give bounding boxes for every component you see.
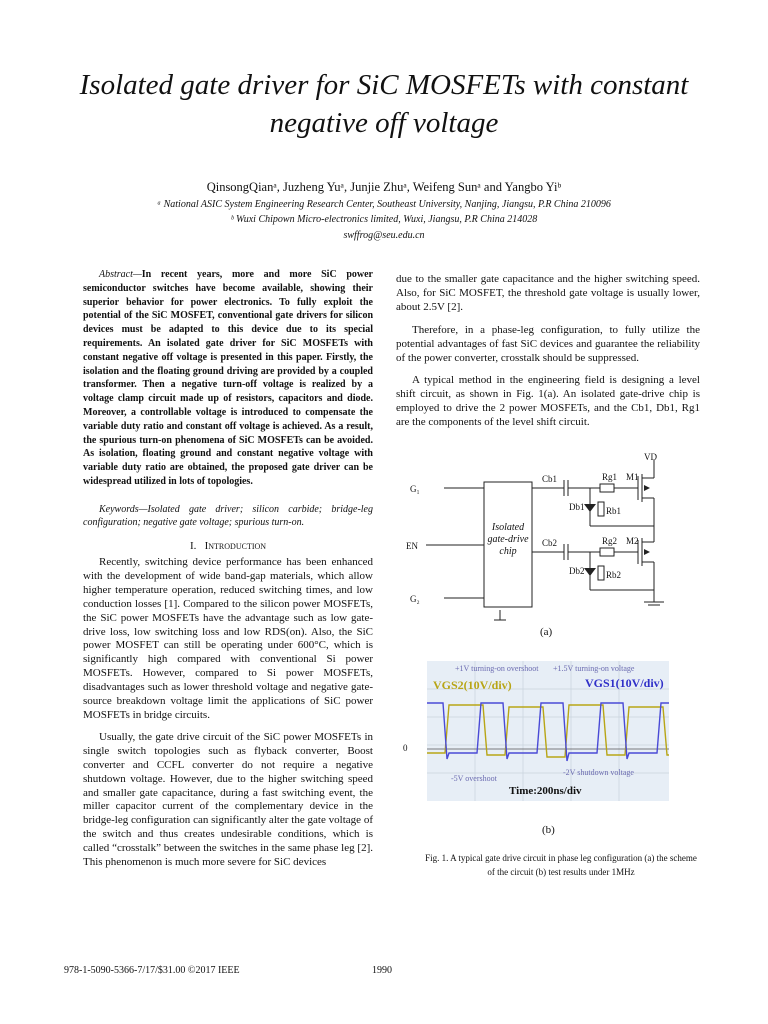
vgs1-trace xyxy=(427,703,669,761)
keywords xyxy=(83,503,373,529)
annot-turnon-1p5v: +1.5V turning-on voltage xyxy=(553,664,635,673)
body-paragraph: Usually, the gate drive circuit of the SiC power MOSFETs in single switch topologies such as flyback converter, Boost converter and CCFL converter do not require a negative shutdown voltage. However, due to the higher switching speed and smaller gate capacitance, during a fast switching event, the miller capacitor current of the complementary device in the bridge-leg configuration can significantly alter the gate voltage of the switch and thus creates undesirable conditions, which is called “crosstalk” between the switches in the same phase leg [2]. This phenomenon is much more severe for SiC devices xyxy=(83,730,373,869)
label-db2: Db2 xyxy=(569,566,585,576)
author-list: QinsongQianᵃ, Juzheng Yuᵃ, Junjie Zhuᵃ, Weifeng Sunᵃ and Yangbo Yiᵇ xyxy=(206,180,562,194)
circuit-schematic xyxy=(404,450,704,640)
label-en: EN xyxy=(406,541,418,551)
label-vgs2: VGS2(10V/div) xyxy=(433,678,512,692)
label-rb2: Rb2 xyxy=(606,570,622,580)
right-body xyxy=(396,273,700,430)
label-g1: G₁ xyxy=(410,484,420,494)
figure-caption xyxy=(396,851,726,879)
section-number: I. xyxy=(189,540,197,552)
label-m1: M1 xyxy=(626,472,639,482)
contact-email[interactable]: swffrog@seu.edu.cn xyxy=(343,230,425,241)
figure-caption-line-1: Fig. 1. A typical gate drive circuit in phase leg configuration (a) the scheme xyxy=(425,853,697,863)
label-rb1: Rb1 xyxy=(606,506,622,516)
label-rg2: Rg2 xyxy=(602,536,618,546)
abstract xyxy=(83,268,373,489)
affiliation-b: ᵇ Wuxi Chipown Micro-electronics limited, Wuxi, Jiangsu, P.R China 214028 xyxy=(230,214,538,225)
paper-title: Isolated gate driver for SiC MOSFETs with constant negative off voltage xyxy=(79,69,689,139)
body-paragraph: A typical method in the engineering field is designing a level shift circuit, as shown in Fig. 1(a). An isolated gate-drive chip is employed to drive the 2 power MOSFETs, and the Cb1, Db1, Rg1 are the components of the level shift circuit. xyxy=(396,374,700,429)
body-paragraph: Therefore, in a phase-leg configuration, to fully utilize the potential advantages of fast SiC devices and guarantee the reliability of the power converter, crosstalk should be suppressed. xyxy=(396,323,700,364)
caption-b: (b) xyxy=(542,824,555,836)
caption-a: (a) xyxy=(540,626,553,638)
label-vgs1: VGS1(10V/div) xyxy=(585,676,664,690)
annot-overshoot-5v: -5V overshoot xyxy=(451,774,497,783)
body-paragraph: Recently, switching device performance has been enhanced with the development of wide band-gap materials, which allow higher temperature operation, reduced switching times, and low conduction losses [1]. Compared to the silicon power MOSFETs, the SiC power MOSFETs have the advantage such as low gate-drive loss, low switching loss and low RDS(on). Also, the SiC power MOSFET can still be operating under 600°C, which is significantly high compared with conventional Si power MOSFETs. However, compared to Si power MOSFETs, disadvantages such as lower threshold voltage and negative gate-source breakdown voltage limit the applications of SiC power MOSFETs in bridge circuits. xyxy=(83,556,373,721)
figure-caption-line-2: of the circuit (b) test results under 1MHz xyxy=(487,867,635,877)
label-db1: Db1 xyxy=(569,502,585,512)
abstract-lead: Abstract— xyxy=(99,269,142,280)
label-cb2: Cb2 xyxy=(542,538,558,548)
label-m2: M2 xyxy=(626,536,639,546)
diode-db2 xyxy=(584,568,596,576)
body-paragraph: due to the smaller gate capacitance and the higher switching speed. Also, for SiC MOSFET, the threshold gate voltage is usually lower, about 2.5V [2]. xyxy=(396,273,700,313)
scope-capture xyxy=(403,661,669,801)
annot-overshoot-1v: +1V turning-on overshoot xyxy=(455,664,539,673)
label-rg1: Rg1 xyxy=(602,472,618,482)
label-vdc: VD xyxy=(644,452,657,462)
section-title: Introduction xyxy=(204,540,267,552)
left-body xyxy=(83,556,373,870)
annot-shutdown-2v: -2V shutdown voltage xyxy=(563,768,634,777)
keywords-text: Keywords—Isolated gate driver; silicon carbide; bridge-leg configuration; negative gate voltage; spurious turn-on. xyxy=(83,504,373,528)
footer-isbn: 978-1-5090-5366-7/17/$31.00 ©2017 IEEE xyxy=(64,965,240,976)
section-heading xyxy=(83,540,373,552)
label-cb1: Cb1 xyxy=(542,474,558,484)
page-number: 1990 xyxy=(372,965,392,976)
affiliation-a: ᵃ National ASIC System Engineering Research Center, Southeast University, Nanjing, Jiangsu, P.R China 210096 xyxy=(157,199,611,210)
diode-db1 xyxy=(584,504,596,512)
abstract-body: In recent years, more and more SiC power semiconductor switches have become available, showing their superior behavior for power electronics. To fully exploit the potential of the SiC MOSFET, conventional gate drivers for silicon devices must be adapted to this device due to its special requirements. An isolated gate driver for SiC MOSFETs with constant negative off voltage is presented in this paper. Firstly, the isolation and the floating ground driving are provided by a coupled transformer. Then a negative turn-off voltage is realized by a voltage clamp circuit made up of resistors, capacitors and diode. Moreover, a controllable voltage is introduced to compensate the variable duty ratio and constant off voltage is achieved. As a result, the spurious turn-on phenomena of SiC MOSFETs can be avoided. As isolation, floating ground and constant negative voltage with variable duty ratio are obtained, the proposed gate driver can be widespread utilized in lots of topologies. xyxy=(83,269,373,487)
label-g2: G₂ xyxy=(410,594,420,604)
label-zero: 0 xyxy=(403,743,408,753)
chip-label: Isolated gate-drive chip xyxy=(487,522,529,557)
label-timebase: Time:200ns/div xyxy=(509,785,582,797)
